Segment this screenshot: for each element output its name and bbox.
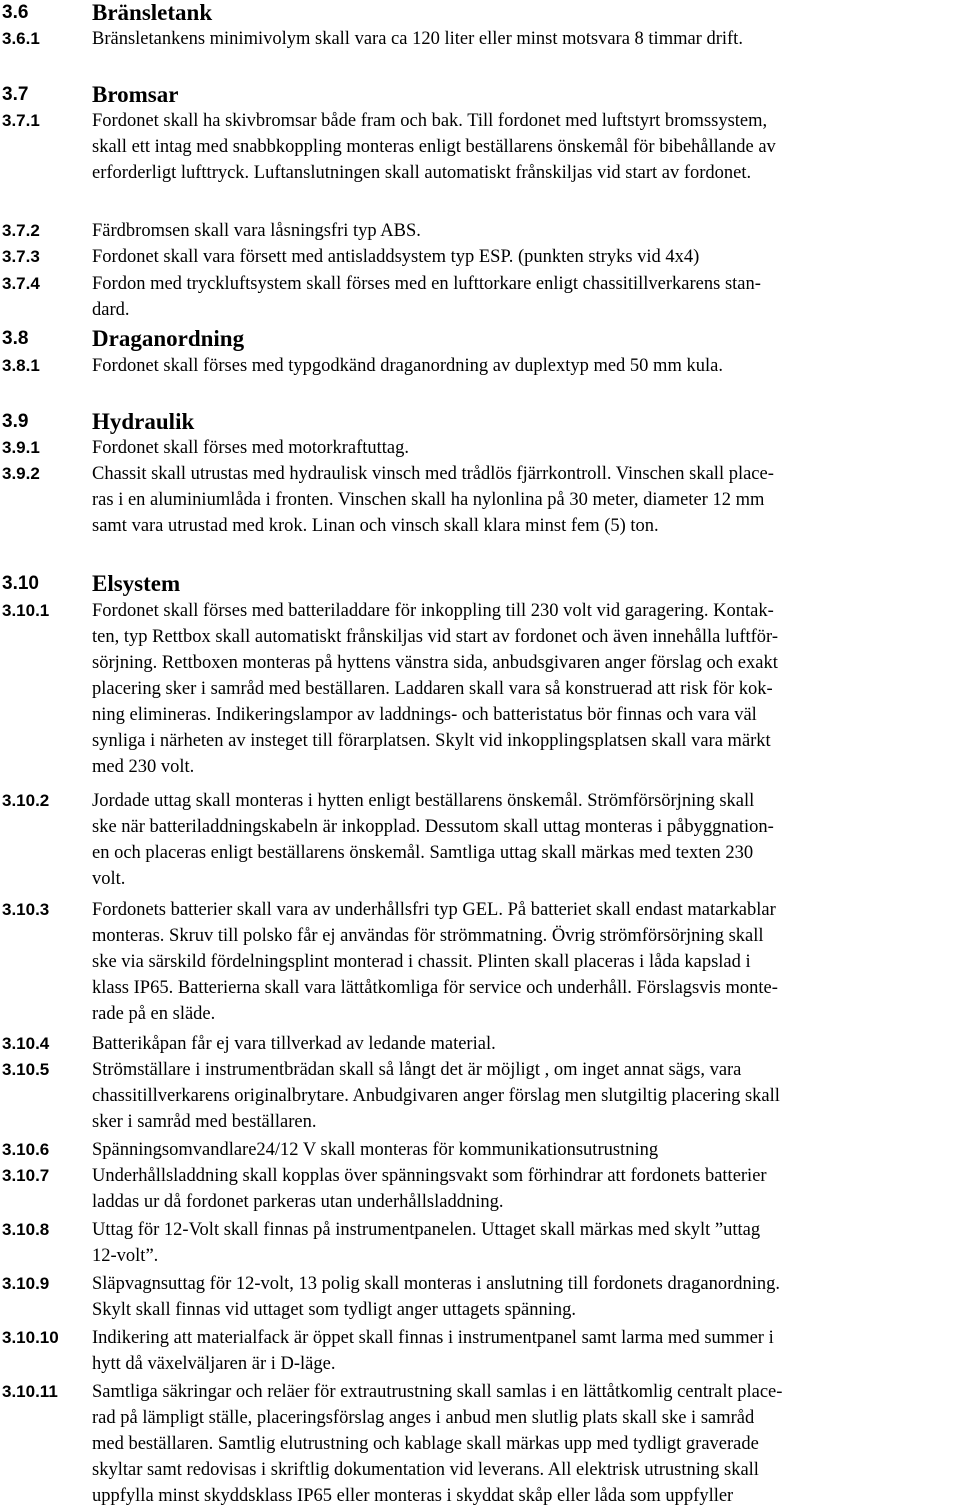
text-line: ske när batteriladdningskabeln är inkopplad. Dessutom skall uttag monteras i påbyggnation-: [92, 817, 774, 837]
text-line: skyltar samt redovisas i skriftlig dokumentation vid leverans. All elektrisk utrustning skall: [92, 1460, 759, 1480]
clause-text: [92, 218, 958, 244]
clause-number: 3.10.5: [2, 1060, 50, 1079]
clause-number: 3.10.8: [2, 1220, 50, 1239]
text-line: Fordon med tryckluftsystem skall förses med en lufttorkare enligt chassitillverkarens stan-: [92, 274, 761, 294]
clause-number: 3.6.1: [2, 29, 40, 48]
text-line: placering sker i samråd med beställaren. Laddaren skall vara så konstruerad att risk för kok-: [92, 679, 773, 699]
text-line: laddas ur då fordonet parkeras utan underhållsladdning.: [92, 1192, 504, 1212]
text-line: Strömställare i instrumentbrädan skall så långt det är möjligt , om inget annat sägs, vara: [92, 1060, 742, 1080]
clause-text: [92, 26, 958, 52]
text-line: uppfylla minst skyddsklass IP65 eller monteras i skyddat skåp eller låda som uppfyller: [92, 1486, 734, 1506]
text-line: Bränsletank: [92, 0, 213, 25]
section-title: [92, 326, 958, 352]
clause-number: 3.9.2: [2, 464, 40, 483]
text-line: en och placeras enligt beställarens önskemål. Samtliga uttag skall märkas med texten 230: [92, 843, 754, 863]
text-line: med beställaren. Samtlig elutrustning och kablage skall märkas upp med tydligt graverade: [92, 1434, 759, 1454]
text-line: Bromsar: [92, 82, 179, 107]
clause-number: 3.10.3: [2, 900, 50, 919]
clause-text: [92, 1057, 958, 1135]
section-title: [92, 571, 958, 597]
clause-text: [92, 1379, 958, 1509]
section-number: 3.6: [2, 2, 29, 23]
clause-text: [92, 461, 958, 539]
text-line: Indikering att materialfack är öppet skall finnas i instrumentpanel samt larma med summer i: [92, 1328, 774, 1348]
section-title: [92, 409, 958, 435]
text-line: Hydraulik: [92, 409, 195, 434]
clause-text: [92, 353, 958, 379]
clause-number: 3.10.9: [2, 1274, 50, 1293]
clause-text: [92, 788, 958, 892]
clause-text: [92, 435, 958, 461]
clause-text: [92, 598, 958, 780]
clause-number: 3.8.1: [2, 356, 40, 375]
text-line: ras i en aluminiumlåda i fronten. Vinschen skall ha nylonlina på 30 meter, diameter 12 mm: [92, 490, 765, 510]
clause-text: [92, 271, 958, 323]
text-line: Färdbromsen skall vara låsningsfri typ ABS.: [92, 221, 421, 241]
text-line: Batterikåpan får ej vara tillverkad av ledande material.: [92, 1034, 496, 1054]
text-line: Uttag för 12-Volt skall finnas på instrumentpanelen. Uttaget skall märkas med skylt ”uttag: [92, 1220, 761, 1240]
section-number: 3.7: [2, 84, 29, 105]
clause-text: [92, 244, 958, 270]
clause-text: [92, 108, 958, 186]
text-line: Bränsletankens minimivolym skall vara ca 120 liter eller minst motsvara 8 timmar drift.: [92, 29, 743, 49]
text-line: monteras. Skruv till polsko får ej användas för strömmatning. Övrig strömförsörjning skall: [92, 926, 764, 946]
text-line: Underhållsladdning skall kopplas över spänningsvakt som förhindrar att fordonets batterier: [92, 1166, 767, 1186]
text-line: Fordonet skall förses med typgodkänd draganordning av duplextyp med 50 mm kula.: [92, 356, 723, 376]
section-number: 3.10: [2, 573, 39, 594]
text-line: med 230 volt.: [92, 757, 195, 777]
text-line: rade på en släde.: [92, 1004, 216, 1024]
text-line: sörjning. Rettboxen monteras på hyttens vänstra sida, anbudsgivaren anger förslag och exakt: [92, 653, 778, 673]
clause-number: 3.7.1: [2, 111, 40, 130]
section-title: [92, 82, 958, 108]
text-line: Chassit skall utrustas med hydraulisk vinsch med trådlös fjärrkontroll. Vinschen skall place-: [92, 464, 774, 484]
text-line: Skylt skall finnas vid uttaget som tydligt anger uttagets spänning.: [92, 1300, 577, 1320]
text-line: Draganordning: [92, 326, 245, 351]
clause-number: 3.10.10: [2, 1328, 59, 1347]
text-line: ning elimineras. Indikeringslampor av laddnings- och batteristatus bör finnas och vara väl: [92, 705, 757, 725]
text-line: Elsystem: [92, 571, 181, 596]
clause-text: [92, 1031, 958, 1057]
text-line: Spänningsomvandlare24/12 V skall monteras för kommunikationsutrustning: [92, 1140, 659, 1160]
clause-number: 3.7.4: [2, 274, 40, 293]
text-line: Fordonet skall förses med motorkraftuttag.: [92, 438, 410, 458]
clause-number: 3.10.2: [2, 791, 50, 810]
text-line: Jordade uttag skall monteras i hytten enligt beställarens önskemål. Strömförsörjning skall: [92, 791, 755, 811]
clause-text: [92, 1217, 958, 1269]
clause-number: 3.10.1: [2, 601, 50, 620]
text-line: synliga i närheten av insteget till förarplatsen. Skylt vid inkopplingsplatsen skall vara märkt: [92, 731, 771, 751]
clause-text: [92, 1271, 958, 1323]
clause-number: 3.9.1: [2, 438, 40, 457]
clause-number: 3.7.3: [2, 247, 40, 266]
text-line: hytt då växelväljaren är i D-läge.: [92, 1354, 336, 1374]
text-line: klass IP65. Batterierna skall vara lättåtkomliga för service och underhåll. Förslagsvis monte-: [92, 978, 778, 998]
text-line: Släpvagnsuttag för 12-volt, 13 polig skall monteras i anslutning till fordonets draganordning.: [92, 1274, 780, 1294]
text-line: Fordonet skall vara försett med antisladdsystem typ ESP. (punkten stryks vid 4x4): [92, 247, 700, 267]
text-line: volt.: [92, 869, 126, 889]
clause-text: [92, 897, 958, 1027]
text-line: 12-volt”.: [92, 1246, 159, 1266]
clause-text: [92, 1325, 958, 1377]
text-line: Fordonet skall förses med batteriladdare för inkoppling till 230 volt vid garagering. Kontak-: [92, 601, 774, 621]
clause-number: 3.7.2: [2, 221, 40, 240]
clause-number: 3.10.4: [2, 1034, 50, 1053]
text-line: samt vara utrustad med krok. Linan och vinsch skall klara minst fem (5) ton.: [92, 516, 659, 536]
text-line: rad på lämpligt ställe, placeringsförslag anges i anbud men slutlig plats skall ske i samråd: [92, 1408, 755, 1428]
clause-number: 3.10.6: [2, 1140, 50, 1159]
text-line: Samtliga säkringar och reläer för extrautrustning skall samlas i en lättåtkomlig centralt place-: [92, 1382, 783, 1402]
text-line: dard.: [92, 300, 130, 320]
text-line: chassitillverkarens originalbrytare. Anbudgivaren anger förslag men slutgiltig placering skall: [92, 1086, 780, 1106]
clause-number: 3.10.7: [2, 1166, 50, 1185]
clause-text: [92, 1137, 958, 1163]
clause-text: [92, 1163, 958, 1215]
text-line: Fordonets batterier skall vara av underhållsfri typ GEL. På batteriet skall endast matarkablar: [92, 900, 776, 920]
section-title: [92, 0, 958, 26]
text-line: ske via särskild fördelningsplint monterad i chassit. Plinten skall placeras i låda kapslad i: [92, 952, 751, 972]
text-line: erforderligt lufttryck. Luftanslutningen skall automatiskt frånskiljas vid start av fordonet.: [92, 163, 752, 183]
text-line: Fordonet skall ha skivbromsar både fram och bak. Till fordonet med luftstyrt bromssystem,: [92, 111, 768, 131]
text-line: skall ett intag med snabbkoppling monteras enligt beställarens önskemål för bibehållande av: [92, 137, 776, 157]
text-line: ten, typ Rettbox skall automatiskt frånskiljas vid start av fordonet och även innehålla luftför-: [92, 627, 779, 647]
section-number: 3.8: [2, 328, 29, 349]
section-number: 3.9: [2, 411, 29, 432]
text-line: sker i samråd med beställaren.: [92, 1112, 317, 1132]
clause-number: 3.10.11: [2, 1382, 58, 1401]
